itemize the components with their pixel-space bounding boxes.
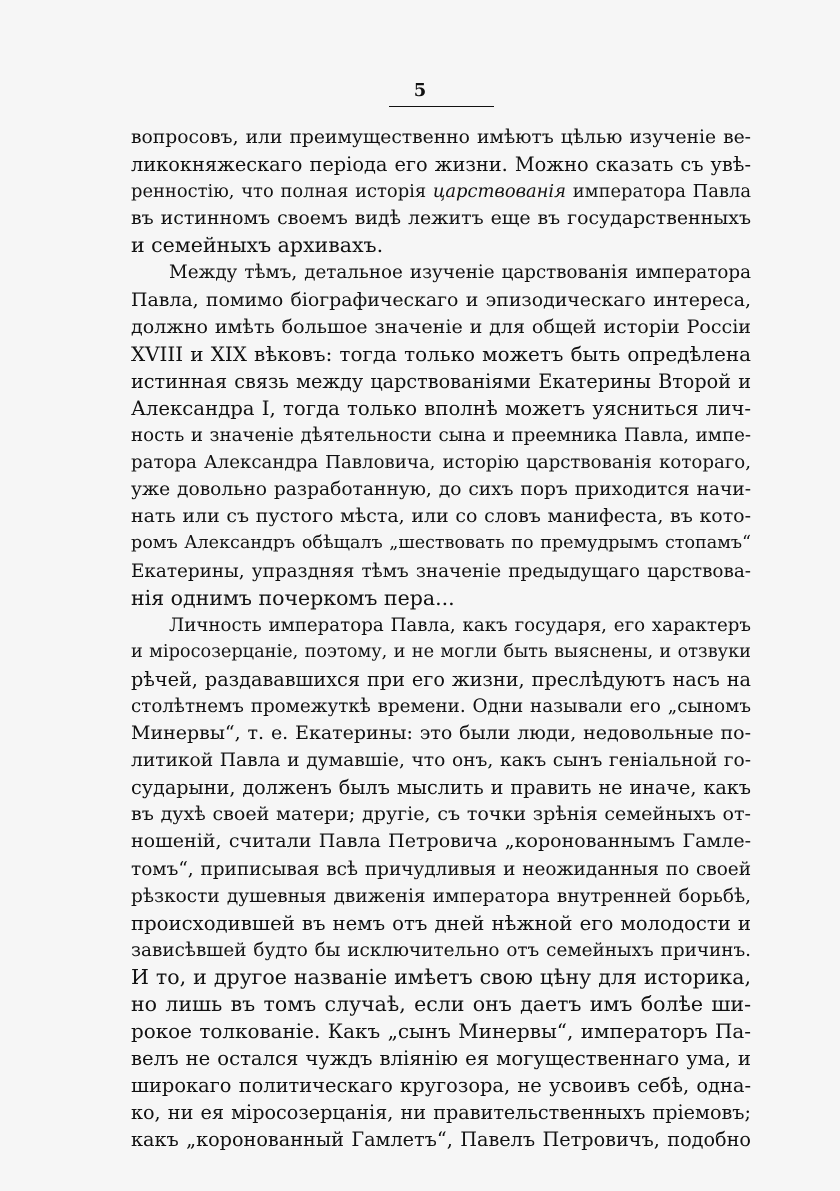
- text-line: рѣзкости душевныя движенія императора внутренней борьбѣ,: [131, 885, 751, 907]
- text-line: уже довольно разработанную, до сихъ поръ приходится начи-: [131, 479, 751, 501]
- text-line: ношеній, считали Павла Петровича „коронованнымъ Гамле-: [131, 830, 751, 853]
- text-line: нать или съ пустого мѣста, или со словъ манифеста, въ кото-: [131, 505, 751, 528]
- text-line: Павла, помимо біографическаго и эпизодическаго интереса,: [131, 288, 751, 311]
- page-number-rule: [389, 106, 494, 107]
- text-line: Александра I, тогда только вполнѣ можетъ уясниться лич-: [131, 396, 751, 420]
- text-line: истинная связь между царствованіями Екатерины Второй и: [131, 369, 751, 393]
- text-line: но лишь въ томъ случаѣ, если онъ даетъ имъ болѣе ши-: [131, 992, 751, 1016]
- text-line: въ истинномъ своемъ видѣ лежитъ еще въ государственныхъ: [131, 207, 751, 230]
- text-line: рокое толкованіе. Какъ „сынъ Минервы“, императоръ Па-: [131, 1020, 751, 1044]
- paragraph-last-line: и семейныхъ архивахъ.: [131, 233, 384, 258]
- paragraph-last-line: нія однимъ почеркомъ пера...: [131, 585, 455, 610]
- text-line-end: императора Павла: [565, 181, 751, 203]
- text-line: какъ „коронованный Гамлетъ“, Павелъ Петровичъ, подобно: [131, 1128, 751, 1152]
- text-line: литикой Павла и думавшіе, что онъ, какъ сынъ геніальной го-: [131, 750, 751, 772]
- text-line: рѣчей, раздававшихся при его жизни, преслѣдуютъ насъ на: [131, 667, 751, 691]
- text-line: велъ не остался чуждъ вліянію ея могущественнаго ума, и: [131, 1047, 751, 1071]
- text-line: широкаго политическаго кругозора, не усвоивъ себѣ, одна-: [131, 1074, 751, 1098]
- italic-emphasis: царствованія: [432, 181, 566, 203]
- paragraph-first-line: Личность императора Павла, какъ государя, его характеръ: [169, 614, 751, 636]
- text-line: ликокняжескаго періода его жизни. Можно сказать съ увѣ-: [131, 153, 751, 177]
- text-line: И то, и другое названіе имѣетъ свою цѣну для историка,: [131, 964, 751, 989]
- page-number: 5: [413, 80, 427, 101]
- text-line: столѣтнемъ промежуткѣ времени. Одни называли его „сыномъ: [131, 695, 751, 717]
- text-line: ратора Александра Павловича, исторію царствованія котораго,: [131, 452, 751, 474]
- text-line-start: ренностію, что полная исторія: [131, 181, 433, 203]
- text-line: происходившей въ немъ отъ дней нѣжной его молодости и: [131, 911, 751, 935]
- text-line: XVIII и XIX вѣковъ: тогда только можетъ быть опредѣлена: [131, 342, 751, 366]
- text-line: должно имѣть большое значеніе и для общей исторіи Россіи: [131, 315, 751, 338]
- text-line: ромъ Александръ обѣщалъ „шествовать по премудрымъ стопамъ“: [131, 533, 751, 554]
- text-line: [131, 178, 751, 205]
- text-line: зависѣвшей будто бы исключительно отъ семейныхъ причинъ.: [131, 939, 751, 961]
- body-text: [131, 124, 751, 1154]
- text-line: томъ“, приписывая всѣ причудливыя и неожиданныя по своей: [131, 858, 751, 880]
- text-line: въ духѣ своей матери; другіе, съ точки зрѣнія семейныхъ от-: [131, 803, 751, 826]
- text-line: Минервы“, т. е. Екатерины: это были люди, недовольные по-: [131, 722, 751, 745]
- text-line: ность и значеніе дѣятельности сына и преемника Павла, импе-: [131, 425, 751, 447]
- text-line: вопросовъ, или преимущественно имѣютъ цѣлью изученіе ве-: [131, 127, 751, 148]
- text-line: Екатерины, упраздняя тѣмъ значеніе предыдущаго царствова-: [131, 560, 751, 582]
- paragraph-first-line: Между тѣмъ, детальное изученіе царствованія императора: [169, 262, 751, 284]
- text-line: ко, ни ея міросозерцанія, ни правительственныхъ пріемовъ;: [131, 1101, 751, 1125]
- text-line: и міросозерцаніе, поэтому, и не могли быть выяснены, и отзвуки: [131, 641, 751, 662]
- text-line: сударыни, долженъ былъ мыслить и править не иначе, какъ: [131, 776, 751, 800]
